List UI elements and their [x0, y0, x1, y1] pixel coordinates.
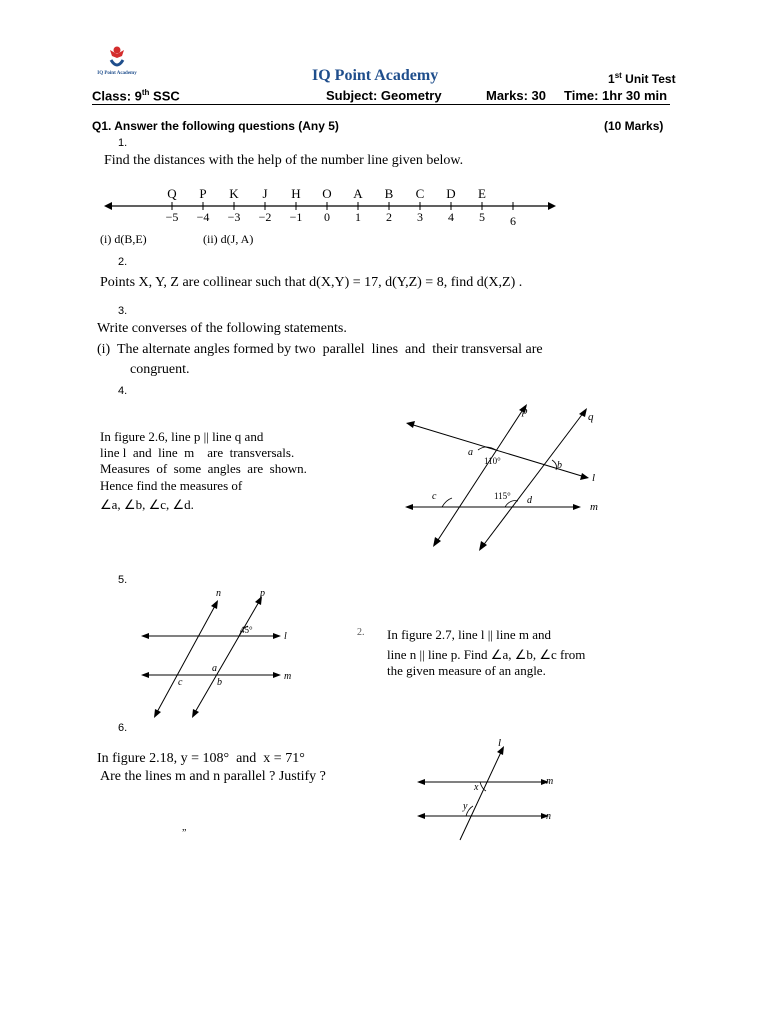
- section-marks: (10 Marks): [604, 119, 664, 133]
- fig-label: m: [284, 671, 292, 682]
- fig-label: c: [178, 677, 183, 688]
- fig-label: b: [557, 460, 562, 471]
- question-part: (ii) d(J, A): [203, 232, 254, 246]
- number-line-tick-label: 0: [324, 210, 330, 224]
- number-line-point-label: A: [353, 186, 363, 201]
- figure-2-18: [410, 736, 560, 846]
- question-line: line l and line m are transversals.: [100, 445, 295, 460]
- question-marker: 2.: [357, 627, 365, 638]
- number-line-point-label: P: [199, 186, 207, 201]
- fig-label: y: [463, 801, 468, 812]
- class-label: Class: 9th SSC: [92, 88, 180, 104]
- fig-label: q: [588, 411, 594, 423]
- question-number: 4.: [118, 385, 128, 397]
- time-label: Time: 1hr 30 min: [564, 88, 668, 103]
- fig-label: n: [216, 588, 221, 599]
- number-line-point-label: B: [384, 186, 394, 201]
- fig-label: m: [590, 501, 598, 513]
- question-line: line n || line p. Find ∠a, ∠b, ∠c from: [387, 647, 586, 662]
- fig-label: l: [498, 737, 502, 749]
- number-line-point-label: Q: [167, 186, 177, 201]
- number-line-tick-label: −4: [196, 210, 210, 224]
- number-line-tick-label: −3: [227, 210, 241, 224]
- fig-label: n: [546, 811, 551, 822]
- academy-name: IQ Point Academy: [312, 67, 439, 84]
- question-number: 5.: [118, 574, 128, 586]
- number-line-point-label: E: [478, 186, 486, 201]
- number-line-tick-label: −1: [289, 210, 303, 224]
- question-number: 1.: [118, 137, 128, 149]
- fig-label: l: [592, 472, 596, 484]
- fig-label: l: [284, 631, 287, 642]
- fig-label: c: [432, 491, 437, 502]
- number-line-point-label: C: [415, 186, 425, 201]
- question-line: In figure 2.6, line p || line q and: [100, 429, 264, 444]
- fig-label: p: [260, 588, 265, 599]
- subject-label: Subject: Geometry: [326, 88, 442, 103]
- question-number: 2.: [118, 256, 128, 268]
- fig-label: 110°: [484, 456, 501, 466]
- fig-label: m: [546, 776, 554, 787]
- question-line: Hence find the measures of: [100, 478, 243, 493]
- fig-label: d: [527, 495, 532, 506]
- fig-label: x: [474, 782, 479, 793]
- number-line-tick-label: 3: [417, 210, 423, 224]
- number-line-tick-label: 6: [510, 214, 516, 228]
- question-line: Measures of some angles are shown.: [100, 461, 307, 476]
- logo-text: IQ Point Academy: [97, 71, 137, 76]
- question-line: Are the lines m and n parallel ? Justify ?: [100, 769, 326, 784]
- question-number: 3.: [118, 305, 128, 317]
- fig-label: a: [468, 447, 473, 458]
- unit-test-label: 1st Unit Test: [608, 71, 676, 86]
- header-divider: [92, 104, 670, 105]
- question-line: the given measure of an angle.: [387, 663, 546, 678]
- fig-label: b: [217, 677, 222, 688]
- fig-label: 115°: [494, 491, 511, 501]
- question-line: In figure 2.18, y = 108° and x = 71°: [97, 751, 305, 766]
- number-line-point-label: D: [446, 186, 456, 201]
- number-line-tick-label: 4: [448, 210, 454, 224]
- figure-2-7: [136, 586, 306, 720]
- figure-2-6: [400, 400, 610, 555]
- academy-logo: [94, 44, 140, 78]
- question-number: 6.: [118, 722, 128, 734]
- number-line-tick-label: −2: [258, 210, 272, 224]
- question-line: ∠a, ∠b, ∠c, ∠d.: [100, 497, 194, 512]
- marks-label: Marks: 30: [486, 88, 546, 103]
- fig-label: a: [212, 663, 217, 674]
- number-line-point-label: J: [262, 186, 268, 201]
- question-text: Points X, Y, Z are collinear such that d(X,Y) = 17, d(Y,Z) = 8, find d(X,Z) .: [100, 275, 523, 290]
- section-title: Q1. Answer the following questions (Any 5): [92, 119, 339, 133]
- fig-label: 45°: [240, 625, 253, 635]
- question-subpart-cont: congruent.: [130, 362, 190, 377]
- number-line-tick-label: 5: [479, 210, 485, 224]
- number-line-tick-label: −5: [165, 210, 179, 224]
- number-line-figure: [100, 182, 560, 228]
- number-line-point-label: O: [322, 186, 332, 201]
- stray-mark: ”: [182, 828, 187, 839]
- fig-label: p: [522, 405, 528, 417]
- question-text: Write converses of the following statements.: [97, 321, 347, 336]
- number-line-tick-label: 2: [386, 210, 392, 224]
- number-line-tick-label: 1: [355, 210, 361, 224]
- question-text: Find the distances with the help of the number line given below.: [104, 153, 464, 168]
- question-part: (i) d(B,E): [100, 232, 147, 246]
- question-subpart: (i) The alternate angles formed by two parallel lines and their transversal are: [97, 342, 543, 357]
- number-line-point-label: H: [291, 186, 301, 201]
- question-line: In figure 2.7, line l || line m and: [387, 627, 552, 642]
- number-line-point-label: K: [229, 186, 239, 201]
